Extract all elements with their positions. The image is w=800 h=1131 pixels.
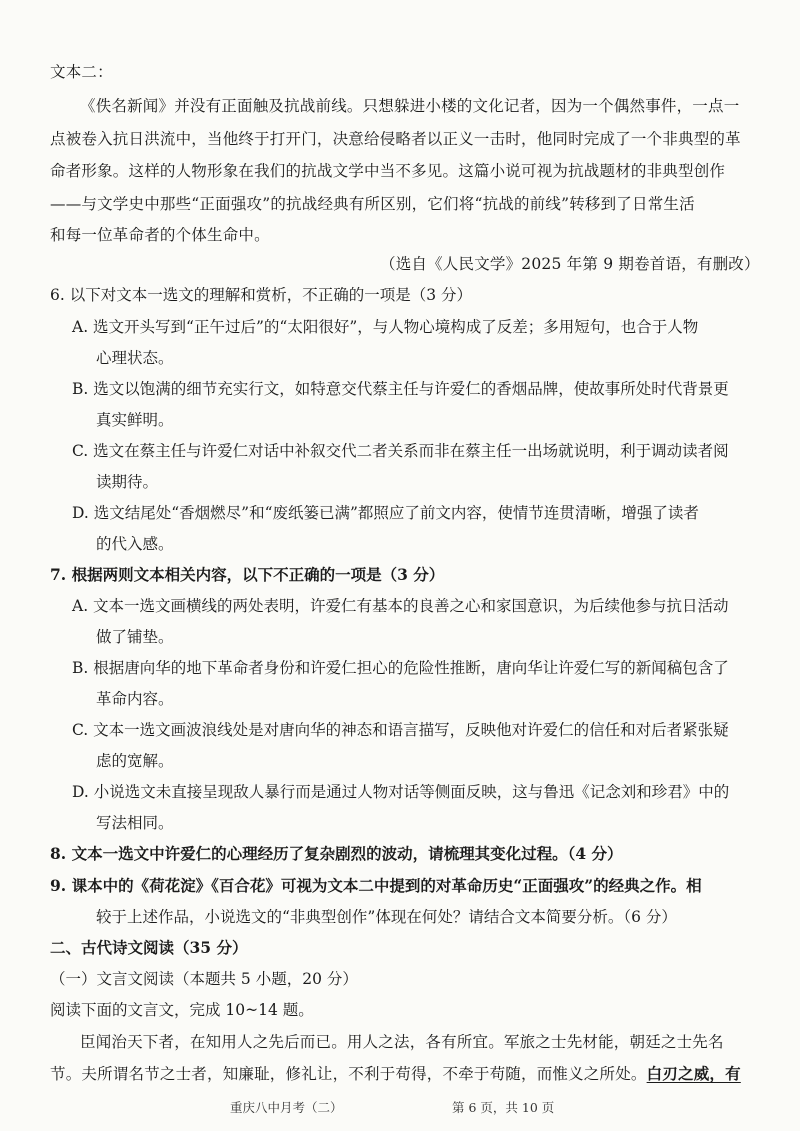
classical-line-2	[50, 1064, 741, 1084]
text2-line-3: 命者形象。这样的人物形象在我们的抗战文学中当不多见。这篇小说可视为抗战题材的非典型创作	[50, 162, 726, 180]
q7-option-d-1: D. 小说选文未直接呈现敌人暴行而是通过人物对话等侧面反映，这与鲁迅《记念刘和珍君》中的	[72, 783, 730, 801]
text2-heading: 文本二：	[50, 63, 113, 81]
text2-line-2: 点被卷入抗日洪流中，当他终于打开门，决意给侵略者以正义一击时，他同时完成了一个非典型的革	[50, 130, 741, 148]
section2-instruction: 阅读下面的文言文，完成 10~14 题。	[50, 1001, 314, 1019]
text2-line-5: 和每一位革命者的个体生命中。	[50, 226, 270, 244]
q6-option-a-1: A. 选文开头写到“正午过后”的“太阳很好”，与人物心境构成了反差；多用短句，也合于人物	[72, 318, 699, 336]
footer-page-number: 第 6 页，共 10 页	[452, 1100, 555, 1115]
section2-subtitle: （一）文言文阅读（本题共 5 小题，20 分）	[50, 970, 358, 988]
q6-stem: 6. 以下对文本一选文的理解和赏析，不正确的一项是（3 分）	[50, 286, 473, 304]
q6-option-d-1: D. 选文结尾处“香烟燃尽”和“废纸篓已满”都照应了前文内容，使情节连贯清晰，增强了读者	[72, 504, 699, 522]
q7-option-a-1: A. 文本一选文画横线的两处表明，许爱仁有基本的良善之心和家国意识，为后续他参与抗日活动	[72, 597, 729, 615]
q6-option-a-2: 心理状态。	[96, 349, 174, 367]
classical-line-1: 臣闻治天下者，在知用人之先后而已。用人之法，各有所宜。军旅之士先材能，朝廷之士先名	[80, 1033, 724, 1051]
text2-line-1: 《佚名新闻》并没有正面触及抗战前线。只想躲进小楼的文化记者，因为一个偶然事件，一点一	[80, 97, 740, 115]
classical-underlined-text: 白刃之威，有	[646, 1064, 741, 1083]
classical-line-2-text: 节。夫所谓名节之士者，知廉耻，修礼让，不利于苟得，不牵于苟随，而惟义之所处。	[50, 1065, 647, 1083]
text2-source: （选自《人民文学》2025 年第 9 期卷首语，有删改）	[380, 255, 760, 273]
q8-stem: 8. 文本一选文中许爱仁的心理经历了复杂剧烈的波动，请梳理其变化过程。（4 分）	[50, 844, 623, 863]
q7-option-c-1: C. 文本一选文画波浪线处是对唐向华的神态和语言描写，反映他对许爱仁的信任和对后者紧张疑	[72, 721, 729, 739]
q6-option-c-2: 读期待。	[96, 473, 159, 491]
q7-option-c-2: 虑的宽解。	[96, 752, 174, 770]
q6-option-c-1: C. 选文在蔡主任与许爱仁对话中补叙交代二者关系而非在蔡主任一出场就说明，利于调动读者阅	[72, 442, 729, 460]
footer-exam-name: 重庆八中月考（二）	[230, 1100, 343, 1115]
q6-option-d-2: 的代入感。	[96, 535, 174, 553]
q7-option-d-2: 写法相同。	[96, 814, 174, 832]
q6-option-b-1: B. 选文以饱满的细节充实行文，如特意交代蔡主任与许爱仁的香烟品牌，使故事所处时代背景更	[72, 380, 729, 398]
section2-title: 二、古代诗文阅读（35 分）	[50, 938, 248, 957]
q7-option-b-2: 革命内容。	[96, 690, 174, 708]
q7-option-a-2: 做了铺垫。	[96, 628, 174, 646]
q7-option-b-1: B. 根据唐向华的地下革命者身份和许爱仁担心的危险性推断，唐向华让许爱仁写的新闻稿包含了	[72, 659, 729, 677]
q9-line-1: 9. 课本中的《荷花淀》《百合花》可视为文本二中提到的对革命历史“正面强攻”的经典之作。相	[50, 876, 702, 895]
q7-stem: 7. 根据两则文本相关内容，以下不正确的一项是（3 分）	[50, 565, 445, 584]
q9-line-2: 较于上述作品，小说选文的“非典型创作”体现在何处？请结合文本简要分析。（6 分）	[96, 908, 677, 926]
text2-line-4: ——与文学史中那些“正面强攻”的抗战经典有所区别，它们将“抗战的前线”转移到了日常生活	[50, 195, 695, 213]
q6-option-b-2: 真实鲜明。	[96, 411, 174, 429]
